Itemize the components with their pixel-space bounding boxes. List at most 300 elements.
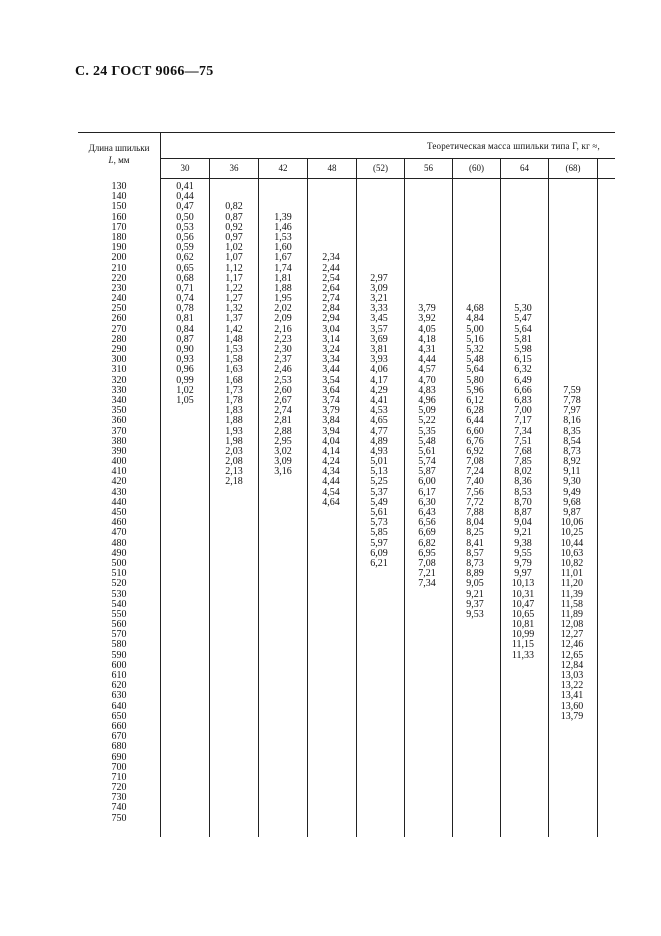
mass-column-d36: [214, 182, 254, 488]
mass-value: 4,31: [418, 344, 436, 355]
mass-value: 3,79: [322, 405, 340, 417]
mass-value: 5,74: [418, 456, 436, 468]
empty-cell: [407, 284, 447, 294]
mass-value: 10,99: [511, 629, 535, 641]
length-value: 240: [111, 293, 127, 305]
mass-value: 4,05: [418, 323, 436, 335]
mass-value: 0,87: [176, 333, 194, 345]
mass-value: 3,84: [322, 415, 340, 427]
mass-value: 9,68: [563, 496, 581, 508]
mass-value: 0,90: [176, 344, 194, 355]
mass-column-d30: [165, 182, 205, 406]
mass-value: 1,39: [274, 211, 292, 223]
mass-value: 6,30: [418, 496, 436, 508]
diameter-header: (68): [565, 163, 581, 173]
mass-value: 11,89: [560, 608, 584, 620]
mass-value: 5,64: [514, 323, 532, 335]
mass-value: 1,48: [225, 333, 243, 345]
mass-value: 10,06: [560, 517, 584, 529]
mass-value: 9,49: [563, 486, 581, 498]
length-unit: , мм: [113, 155, 130, 165]
empty-cell: [359, 233, 399, 243]
mass-value: 5,85: [370, 527, 388, 539]
empty-cell: [311, 182, 351, 192]
mass-value: 6,12: [466, 394, 484, 406]
mass-value: 4,64: [322, 496, 340, 508]
mass-value: 0,81: [176, 313, 194, 325]
mass-value: 7,88: [466, 507, 484, 518]
length-value: 720: [111, 782, 127, 794]
mass-value: 1,88: [274, 282, 292, 294]
mass-value: 6,17: [418, 486, 436, 498]
mass-value: 4,29: [370, 384, 388, 396]
mass-value: 7,72: [466, 496, 484, 508]
length-value: 460: [111, 517, 127, 529]
empty-cell: [503, 202, 543, 212]
length-caption-title: Длина шпильки: [88, 143, 150, 153]
mass-value: 6,76: [466, 435, 484, 447]
length-value: 270: [111, 323, 127, 335]
mass-value: 1,12: [225, 262, 243, 274]
mass-value: 3,64: [322, 384, 340, 396]
mass-value: 13,79: [560, 710, 584, 722]
mass-value: 10,63: [560, 547, 584, 559]
empty-cell: [455, 264, 495, 274]
empty-cell: [407, 274, 447, 284]
empty-cell: [455, 192, 495, 202]
mass-value: 1,73: [225, 384, 243, 396]
empty-cell: [407, 253, 447, 263]
mass-value: 3,94: [322, 425, 340, 437]
mass-value: 4,84: [466, 313, 484, 325]
mass-value: 8,73: [466, 557, 484, 569]
mass-value: 8,57: [466, 547, 484, 559]
mass-value: 9,11: [563, 466, 581, 478]
mass-value: 7,59: [563, 384, 581, 396]
length-value: 560: [111, 619, 127, 631]
mass-value: 3,16: [274, 466, 292, 478]
mass-value: 2,60: [274, 384, 292, 396]
length-value: 200: [111, 252, 127, 264]
mass-value: 7,51: [514, 435, 532, 447]
length-value: 500: [111, 557, 127, 569]
mass-value: 3,21: [370, 293, 388, 305]
length-value: 170: [111, 221, 127, 233]
length-value: 360: [111, 415, 127, 427]
mass-value: 10,13: [511, 578, 535, 590]
mass-value: 5,96: [466, 384, 484, 396]
length-value: 710: [111, 771, 127, 783]
mass-value: 2,16: [274, 323, 292, 335]
mass-value: 13,03: [560, 670, 584, 681]
empty-cell: [407, 243, 447, 253]
mass-value: 5,73: [370, 517, 388, 529]
length-value: 590: [111, 649, 127, 661]
mass-value: 8,41: [466, 537, 484, 549]
mass-value: 5,00: [466, 323, 484, 335]
mass-value: 2,34: [322, 252, 340, 264]
empty-cell: [552, 345, 592, 355]
length-value: 300: [111, 354, 127, 366]
mass-value: 3,09: [370, 282, 388, 294]
diameter-header: (60): [469, 163, 484, 173]
mass-value: 4,41: [370, 394, 388, 406]
mass-value: 1,60: [274, 242, 292, 254]
mass-value: 10,81: [511, 619, 535, 631]
length-caption: [78, 142, 160, 166]
mass-value: 0,68: [176, 272, 194, 284]
empty-cell: [359, 192, 399, 202]
mass-value: 0,93: [176, 354, 194, 366]
mass-value: 3,57: [370, 323, 388, 335]
mass-value: 1,81: [274, 272, 292, 284]
mass-value: 9,05: [466, 578, 484, 590]
mass-value: 5,64: [466, 364, 484, 376]
mass-value: 13,41: [560, 690, 584, 702]
mass-value: 5,81: [514, 333, 532, 345]
mass-value: 6,09: [370, 547, 388, 559]
empty-cell: [552, 325, 592, 335]
empty-cell: [311, 202, 351, 212]
mass-value: 9,79: [514, 557, 532, 569]
empty-cell: [503, 233, 543, 243]
mass-value: 1,78: [225, 394, 243, 406]
length-value: 610: [111, 670, 127, 681]
mass-value: 5,47: [514, 313, 532, 325]
diameter-header: 36: [229, 163, 239, 173]
mass-value: 5,48: [418, 435, 436, 447]
mass-value: 1,53: [274, 231, 292, 243]
mass-value: 2,37: [274, 354, 292, 366]
mass-value: 8,70: [514, 496, 532, 508]
empty-cell: [503, 274, 543, 284]
column-rule: [258, 158, 259, 837]
mass-value: 1,17: [225, 272, 243, 284]
mass-value: 6,00: [418, 476, 436, 488]
mass-value: 9,21: [514, 527, 532, 539]
empty-cell: [311, 213, 351, 223]
mass-value: 6,69: [418, 527, 436, 539]
empty-cell: [503, 264, 543, 274]
mass-value: 1,07: [225, 252, 243, 264]
mass-value: 6,44: [466, 415, 484, 427]
length-value: 380: [111, 435, 127, 447]
empty-cell: [552, 253, 592, 263]
length-value: 310: [111, 364, 127, 376]
length-column: [86, 182, 152, 824]
mass-value: 9,21: [466, 588, 484, 600]
empty-cell: [455, 213, 495, 223]
mass-value: 10,65: [511, 608, 535, 620]
empty-cell: [359, 202, 399, 212]
mass-column-d60: [455, 182, 495, 620]
length-value: 140: [111, 191, 127, 203]
empty-cell: [263, 182, 303, 192]
mass-value: 2,03: [225, 445, 243, 457]
mass-value: 9,04: [514, 517, 532, 529]
empty-cell: [214, 182, 254, 192]
empty-cell: [552, 284, 592, 294]
mass-value: 1,53: [225, 344, 243, 355]
column-rule: [452, 158, 453, 837]
empty-cell: [552, 264, 592, 274]
mass-value: 5,37: [370, 486, 388, 498]
mass-value: 2,08: [225, 456, 243, 468]
mass-value: 1,42: [225, 323, 243, 335]
length-symbol: L: [108, 155, 114, 165]
mass-column-d48: [311, 182, 351, 508]
length-value: 630: [111, 690, 127, 702]
mass-value: 7,17: [514, 415, 532, 427]
mass-column-d68: [552, 182, 592, 722]
mass-value: 5,48: [466, 354, 484, 366]
empty-cell: [552, 243, 592, 253]
mass-value: 12,08: [560, 619, 584, 631]
empty-cell: [503, 243, 543, 253]
mass-value: 6,49: [514, 374, 532, 386]
mass-value: 4,93: [370, 445, 388, 457]
length-value: 130: [111, 181, 127, 192]
mass-value: 0,56: [176, 231, 194, 243]
mass-value: 7,78: [563, 394, 581, 406]
mass-value: 11,39: [560, 588, 584, 600]
length-value: 450: [111, 507, 127, 518]
length-value: 320: [111, 374, 127, 386]
mass-value: 0,47: [176, 201, 194, 213]
mass-value: 6,56: [418, 517, 436, 529]
mass-value: 6,66: [514, 384, 532, 396]
mass-value: 8,73: [563, 445, 581, 457]
empty-cell: [552, 223, 592, 233]
mass-column-d52: [359, 182, 399, 569]
length-value: 260: [111, 313, 127, 325]
mass-value: 11,20: [560, 578, 584, 590]
mass-value: 0,92: [225, 221, 243, 233]
mass-value: 3,14: [322, 333, 340, 345]
empty-cell: [552, 182, 592, 192]
mass-value: 7,40: [466, 476, 484, 488]
empty-cell: [359, 223, 399, 233]
length-value: 650: [111, 710, 127, 722]
mass-value: 0,82: [225, 201, 243, 213]
mass-value: 5,13: [370, 466, 388, 478]
column-rule: [548, 158, 549, 837]
empty-cell: [359, 182, 399, 192]
empty-cell: [552, 335, 592, 345]
mass-value: 0,78: [176, 303, 194, 315]
mass-value: 11,15: [511, 639, 535, 651]
mass-value: 10,82: [560, 557, 584, 569]
diameter-header: 48: [327, 163, 337, 173]
mass-value: 3,04: [322, 323, 340, 335]
mass-value: 7,00: [514, 405, 532, 417]
mass-value: 12,84: [560, 659, 584, 671]
mass-value: 5,61: [418, 445, 436, 457]
length-value: 400: [111, 456, 127, 468]
empty-cell: [503, 213, 543, 223]
mass-value: 5,09: [418, 405, 436, 417]
mass-value: 0,59: [176, 242, 194, 254]
mass-value: 4,83: [418, 384, 436, 396]
length-value: 570: [111, 629, 127, 641]
column-rule: [404, 158, 405, 837]
empty-cell: [552, 213, 592, 223]
mass-value: 12,65: [560, 649, 584, 661]
empty-cell: [552, 274, 592, 284]
mass-table: [78, 132, 615, 837]
mass-value: 0,97: [225, 231, 243, 243]
mass-value: 3,74: [322, 394, 340, 406]
length-value: 220: [111, 272, 127, 284]
empty-cell: [455, 202, 495, 212]
empty-cell: [407, 192, 447, 202]
mass-value: 4,44: [418, 354, 436, 366]
mass-value: 1,63: [225, 364, 243, 376]
length-value: 670: [111, 731, 127, 743]
mass-value: 7,21: [418, 568, 436, 580]
empty-cell: [552, 314, 592, 324]
mass-value: 1,83: [225, 405, 243, 417]
mass-value: 6,43: [418, 507, 436, 518]
mass-value: 8,54: [563, 435, 581, 447]
mass-value: 1,32: [225, 303, 243, 315]
length-value: 480: [111, 537, 127, 549]
mass-value: 1,27: [225, 293, 243, 305]
mass-value: 3,09: [274, 456, 292, 468]
mass-value: 1,37: [225, 313, 243, 325]
mass-value: 10,44: [560, 537, 584, 549]
mass-value: 5,49: [370, 496, 388, 508]
mass-value: 2,95: [274, 435, 292, 447]
length-value: 180: [111, 231, 127, 243]
mass-value: 8,04: [466, 517, 484, 529]
mass-value: 2,18: [225, 476, 243, 488]
mass-value: 2,67: [274, 394, 292, 406]
mass-value: 6,28: [466, 405, 484, 417]
length-value: 280: [111, 333, 127, 345]
empty-cell: [455, 243, 495, 253]
mass-value: 7,34: [418, 578, 436, 590]
mass-value: 6,15: [514, 354, 532, 366]
mass-value: 5,30: [514, 303, 532, 315]
table-top-rule: [78, 132, 615, 133]
empty-cell: [503, 223, 543, 233]
mass-value: 9,38: [514, 537, 532, 549]
mass-value: 7,08: [418, 557, 436, 569]
mass-value: 4,96: [418, 394, 436, 406]
column-rule: [500, 158, 501, 837]
diameter-header: 30: [180, 163, 190, 173]
mass-value: 2,64: [322, 282, 340, 294]
empty-cell: [311, 233, 351, 243]
length-value: 580: [111, 639, 127, 651]
page-header: С. 24 ГОСТ 9066—75: [75, 64, 214, 79]
mass-value: 7,85: [514, 456, 532, 468]
length-value: 190: [111, 242, 127, 254]
mass-value: 5,16: [466, 333, 484, 345]
mass-value: 0,84: [176, 323, 194, 335]
diameter-header: 42: [278, 163, 288, 173]
length-value: 390: [111, 445, 127, 457]
mass-value: 3,02: [274, 445, 292, 457]
mass-value: 9,55: [514, 547, 532, 559]
length-value: 750: [111, 812, 127, 824]
mass-value: 2,23: [274, 333, 292, 345]
empty-cell: [455, 223, 495, 233]
mass-value: 1,74: [274, 262, 292, 274]
mass-value: 1,22: [225, 282, 243, 294]
mass-value: 1,58: [225, 354, 243, 366]
mass-value: 1,46: [274, 221, 292, 233]
empty-cell: [455, 274, 495, 284]
column-rule: [597, 158, 598, 837]
column-rule: [307, 158, 308, 837]
column-rule: [356, 158, 357, 837]
mass-column-d64: [503, 182, 543, 661]
mass-value: 2,84: [322, 303, 340, 315]
mass-value: 9,53: [466, 608, 484, 620]
mass-value: 5,35: [418, 425, 436, 437]
empty-cell: [407, 213, 447, 223]
mass-value: 4,65: [370, 415, 388, 427]
length-value: 340: [111, 394, 127, 406]
mass-value: 2,54: [322, 272, 340, 284]
empty-cell: [552, 202, 592, 212]
length-value: 600: [111, 659, 127, 671]
mass-value: 10,25: [560, 527, 584, 539]
mass-value: 2,88: [274, 425, 292, 437]
mass-value: 7,68: [514, 445, 532, 457]
mass-value: 5,80: [466, 374, 484, 386]
length-value: 290: [111, 344, 127, 355]
mass-value: 11,01: [560, 568, 584, 580]
empty-cell: [359, 243, 399, 253]
empty-cell: [455, 284, 495, 294]
empty-cell: [359, 253, 399, 263]
mass-value: 7,56: [466, 486, 484, 498]
mass-value: 12,27: [560, 629, 584, 641]
length-value: 700: [111, 761, 127, 773]
mass-value: 3,24: [322, 344, 340, 355]
length-value: 420: [111, 476, 127, 488]
mass-value: 2,30: [274, 344, 292, 355]
mass-value: 11,33: [511, 649, 535, 661]
mass-value: 8,25: [466, 527, 484, 539]
mass-value: 3,69: [370, 333, 388, 345]
mass-value: 6,21: [370, 557, 388, 569]
mass-value: 1,88: [225, 415, 243, 427]
mass-value: 4,04: [322, 435, 340, 447]
mass-value: 1,95: [274, 293, 292, 305]
length-value: 150: [111, 201, 127, 213]
mass-value: 1,67: [274, 252, 292, 264]
mass-caption: Теоретическая масса шпильки типа Г, кг ≈,: [426, 141, 600, 151]
mass-value: 7,24: [466, 466, 484, 478]
mass-value: 0,65: [176, 262, 194, 274]
mass-value: 2,97: [370, 272, 388, 284]
mass-value: 2,02: [274, 303, 292, 315]
mass-value: 4,70: [418, 374, 436, 386]
mass-value: 4,89: [370, 435, 388, 447]
mass-value: 5,25: [370, 476, 388, 488]
mass-value: 4,53: [370, 405, 388, 417]
mass-value: 4,06: [370, 364, 388, 376]
empty-cell: [455, 233, 495, 243]
length-value: 530: [111, 588, 127, 600]
mass-value: 6,32: [514, 364, 532, 376]
mass-value: 4,17: [370, 374, 388, 386]
mass-value: 5,98: [514, 344, 532, 355]
